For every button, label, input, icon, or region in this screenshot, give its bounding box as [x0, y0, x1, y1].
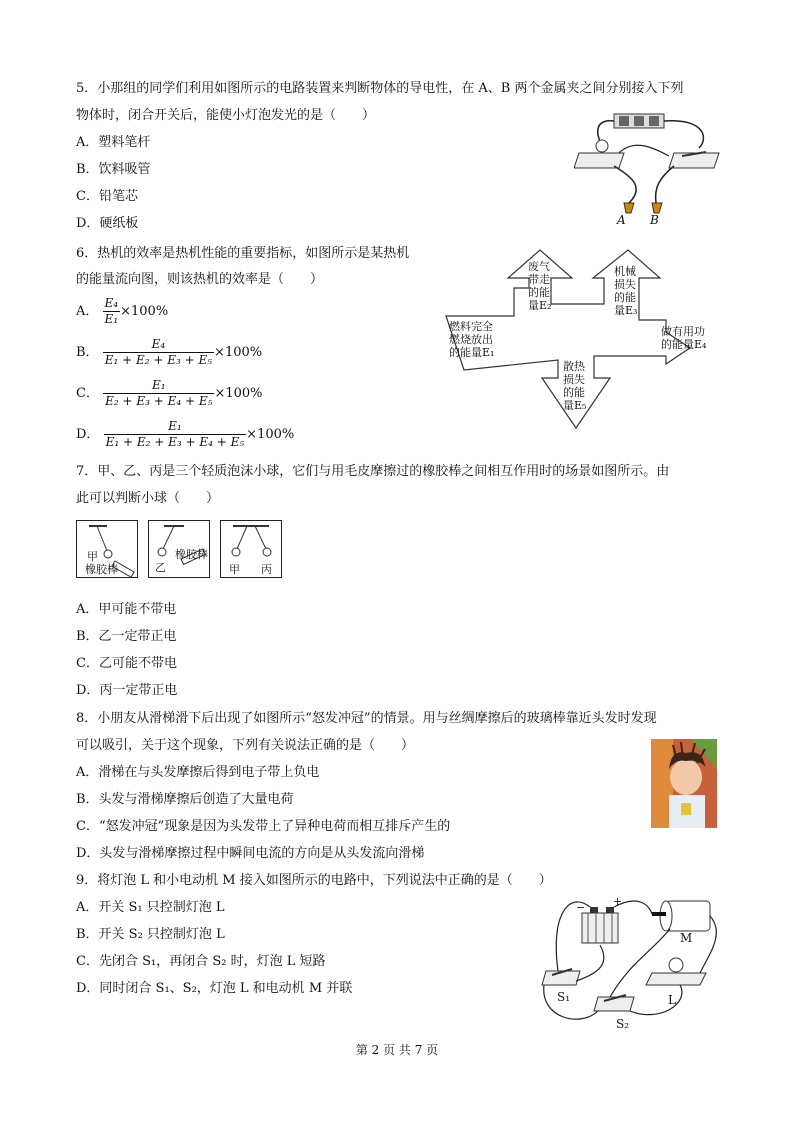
q6-a-denominator: E₁ — [104, 312, 119, 326]
q9-circuit-figure — [540, 893, 725, 1033]
q9-option-b: B．开关 S₂ 只控制灯泡 L — [76, 927, 225, 942]
q5-option-b: B．饮料吸管 — [76, 162, 151, 177]
q6-stem-line2: 的能量流向图，则该热机的效率是（ ） — [76, 272, 324, 287]
q6-option-c-fraction — [103, 378, 214, 409]
q9-option-a: A．开关 S₁ 只控制灯泡 L — [76, 900, 225, 915]
q8-option-c: C．“怒发冲冠”现象是因为头发带上了异种电荷而相互排斥产生的 — [76, 819, 451, 834]
q6-c-numerator: E₁ — [151, 378, 166, 392]
q6-stem-line1: 6．热机的效率是热机性能的重要指标，如图所示是某热机 — [76, 246, 410, 261]
q7-label-yi: 乙 — [155, 561, 166, 574]
q6-d-percent: ×100% — [246, 427, 295, 442]
q6-option-b-fraction — [103, 337, 214, 368]
q6-c-denominator: E₂ + E₃ + E₄ + E₅ — [105, 394, 213, 408]
q5-option-a: A．塑料笔杆 — [76, 135, 151, 150]
q6-option-a-fraction — [103, 296, 121, 327]
q9-stem-line1: 9．将灯泡 L 和小电动机 M 接入如图所示的电路中，下列说法中正确的是（ ） — [76, 873, 552, 888]
q7-stem-line2: 此可以判断小球（ ） — [76, 491, 220, 506]
q5-stem-line2: 物体时，闭合开关后，能使小灯泡发光的是（ ） — [76, 108, 376, 123]
q6-b-numerator: E₄ — [151, 337, 166, 351]
q9-label-s2: S₂ — [616, 1017, 630, 1031]
q6-mechanical-loss-label: 机械 损失 的能 量E₃ — [614, 265, 638, 317]
q6-option-b — [76, 337, 262, 368]
q8-option-d: D．头发与滑梯摩擦过程中瞬间电流的方向是从头发流向滑梯 — [76, 846, 425, 861]
q6-option-d — [76, 419, 294, 450]
q6-input-energy-label: 燃料完全 燃烧放出 的能量E₁ — [449, 320, 495, 359]
q6-option-c — [76, 378, 263, 409]
q5-label-b: B — [650, 213, 659, 227]
q8-option-a: A．滑梯在与头发摩擦后得到电子带上负电 — [76, 765, 320, 780]
q7-panel-1 — [76, 520, 138, 578]
q6-useful-work-label: 做有用功 的能量E₄ — [661, 325, 707, 351]
q8-child-photo — [651, 739, 717, 828]
q7-label-bing: 丙 — [261, 563, 272, 576]
q8-stem-line2: 可以吸引，关于这个现象，下列有关说法正确的是（ ） — [76, 738, 415, 753]
q6-d-denominator: E₁ + E₂ + E₃ + E₄ + E₅ — [105, 435, 245, 449]
q6-exhaust-energy-label: 废气 带走 的能 量E₂ — [528, 260, 552, 312]
q6-a-percent: ×100% — [120, 304, 169, 319]
q9-minus-sign: − — [576, 901, 586, 914]
q9-label-m: M — [680, 931, 693, 945]
q9-label-s1: S₁ — [557, 990, 571, 1004]
q6-a-numerator: E₄ — [104, 296, 119, 310]
q7-stem-line1: 7．甲、乙、丙是三个轻质泡沫小球，它们与用毛皮摩擦过的橡胶棒之间相互作用时的场景如图所示。由 — [76, 464, 670, 479]
q9-label-l: L — [668, 993, 676, 1007]
q6-option-c-letter: C． — [76, 386, 99, 401]
q9-option-c: C．先闭合 S₁，再闭合 S₂ 时，灯泡 L 短路 — [76, 954, 326, 969]
q5-option-d: D．硬纸板 — [76, 216, 139, 231]
q5-circuit-figure — [574, 108, 724, 230]
q7-label-jia-1: 甲 — [87, 550, 98, 563]
q9-option-d: D．同时闭合 S₁、S₂，灯泡 L 和电动机 M 并联 — [76, 981, 353, 996]
q7-option-b: B．乙一定带正电 — [76, 629, 177, 644]
q6-option-d-letter: D． — [76, 427, 100, 442]
q7-option-a: A．甲可能不带电 — [76, 602, 177, 617]
q5-option-c: C．铅笔芯 — [76, 189, 138, 204]
q8-stem-line1: 8．小朋友从滑梯滑下后出现了如图所示“怒发冲冠”的情景。用与丝绸摩擦后的玻璃棒靠近头发时发现 — [76, 711, 657, 726]
q5-stem-line1: 5．小那组的同学们利用如图所示的电路装置来判断物体的导电性，在 A、B 两个金属夹之间分别接入下列 — [76, 81, 684, 96]
q7-label-rod-1: 橡胶棒 — [85, 563, 118, 576]
q6-option-a-letter: A． — [76, 304, 99, 319]
q5-label-a: A — [617, 213, 626, 227]
q9-plus-sign: + — [613, 895, 623, 908]
q7-label-jia-2: 甲 — [229, 563, 240, 576]
q6-option-d-fraction — [104, 419, 247, 450]
q7-panel-2 — [148, 520, 210, 578]
q7-panel-3 — [220, 520, 282, 578]
q7-option-d: D．丙一定带正电 — [76, 683, 178, 698]
q6-option-a — [76, 296, 168, 327]
q6-option-b-letter: B． — [76, 345, 99, 360]
q6-b-percent: ×100% — [214, 345, 263, 360]
q6-c-percent: ×100% — [214, 386, 263, 401]
q7-label-rod-2: 橡胶棒 — [175, 548, 208, 561]
q6-b-denominator: E₁ + E₂ + E₃ + E₅ — [104, 353, 213, 367]
q8-option-b: B．头发与滑梯摩擦后创造了大量电荷 — [76, 792, 294, 807]
q6-d-numerator: E₁ — [168, 419, 182, 433]
page-footer: 第 2 页 共 7 页 — [355, 1043, 439, 1057]
q7-option-c: C．乙可能不带电 — [76, 656, 177, 671]
q6-heat-loss-label: 散热 损失 的能 量E₅ — [563, 360, 587, 412]
